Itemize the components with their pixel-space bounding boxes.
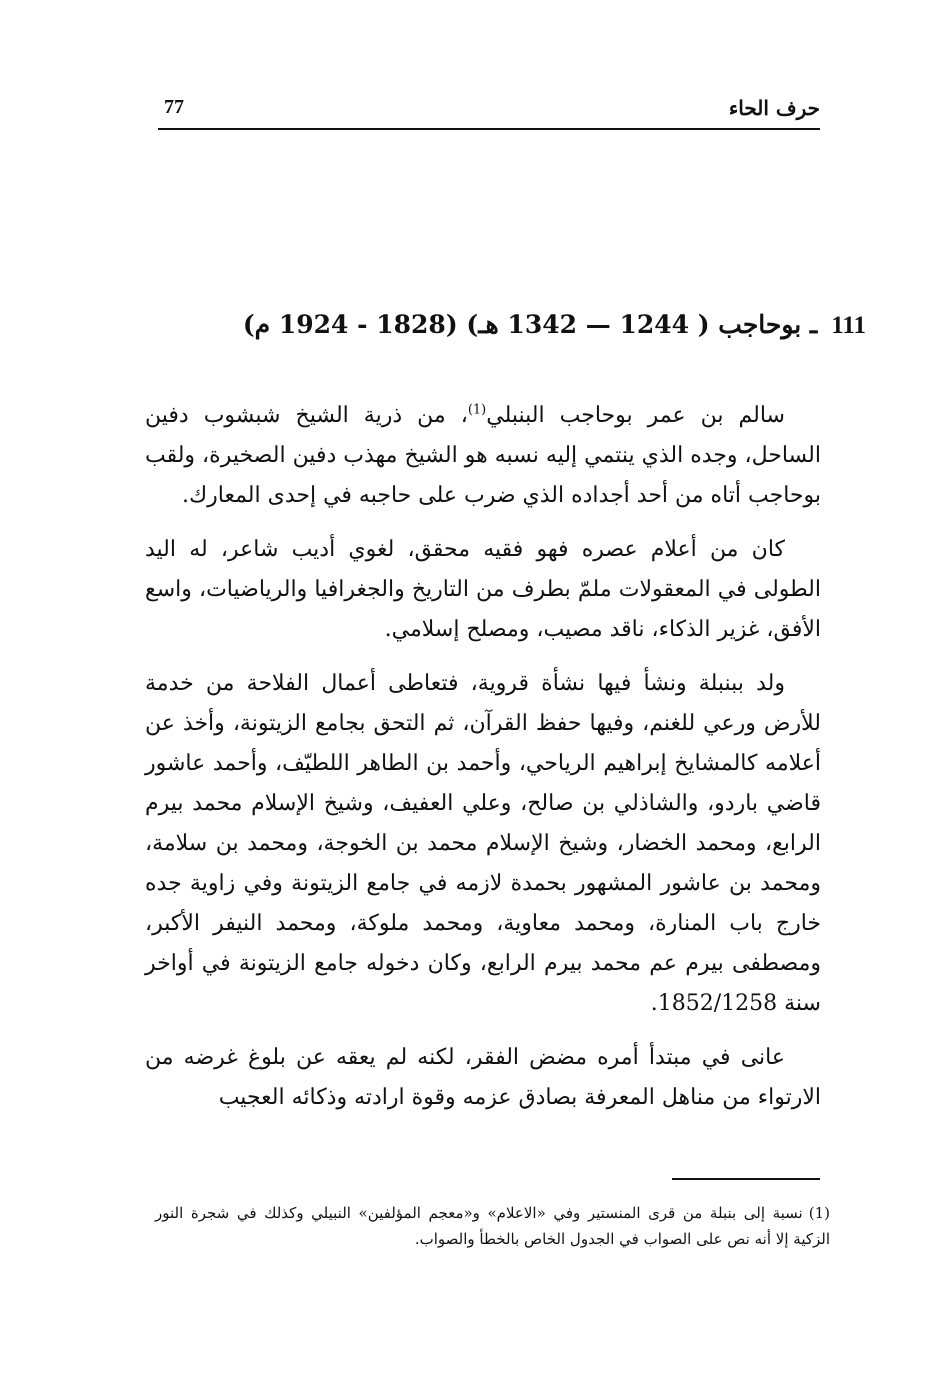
footnote-text: نسبة إلى بنبلة من قرى المنستير وفي «الاعلام» و«معجم المؤلفين» النبيلي وكذلك في شجرة النور الزكية إلا أنه نص على الصواب في الجدول الخاص بالخطأ والصواب. xyxy=(155,1204,830,1248)
entry-heading xyxy=(242,310,866,340)
paragraph-lineage xyxy=(145,396,821,516)
running-header xyxy=(158,92,820,130)
paragraph-qualities: كان من أعلام عصره فهو فقيه محقق، لغوي أديب شاعر، له اليد الطولى في المعقولات ملمّ بطرف من التاريخ والجغرافيا والرياضيات، واسع الأفق، غزير الذكاء، ناقد مصيب، ومصلح إسلامي. xyxy=(145,537,821,642)
paragraph-poverty: عانى في مبتدأ أمره مضض الفقر، لكنه لم يعقه عن بلوغ غرضه من الارتواء من مناهل المعرفة بصادق عزمه وقوة ارادته وذكائه العجيب xyxy=(145,1045,821,1110)
footnote xyxy=(155,1200,830,1252)
running-title: حرف الحاء xyxy=(728,96,820,120)
entry-number: 111 xyxy=(831,312,866,339)
footnote-divider xyxy=(672,1178,820,1180)
body-text xyxy=(145,396,821,1132)
paragraph-lineage-start: سالم بن عمر بوحاجب البنبلي xyxy=(486,403,785,428)
footnote-mark: (1) xyxy=(808,1204,830,1222)
footnote-reference[interactable]: (1) xyxy=(467,402,487,418)
entry-title: ـ بوحاجب ( 1244 — 1342 هـ) (1828 - 1924 م) xyxy=(242,310,818,339)
paragraph-lineage-rest: ، من ذرية الشيخ شبشوب دفين الساحل، وجده الذي ينتمي إليه نسبه هو الشيخ مهذب دفين الصخيرة، ولقب بوحاجب أتاه من أحد أجداده الذي ضرب على حاجبه في إحدى المعارك. xyxy=(145,403,821,508)
paragraph-education: ولد ببنبلة ونشأ فيها نشأة قروية، فتعاطى أعمال الفلاحة من خدمة للأرض ورعي للغنم، وفيها حفظ القرآن، ثم التحق بجامع الزيتونة، وأخذ عن أعلامه كالمشايخ إبراهيم الرياحي، وأحمد بن الطاهر اللطيّف، وأحمد عاشور قاضي باردو، والشاذلي بن صالح، وعلي العفيف، وشيخ الإسلام محمد بيرم الرابع، ومحمد الخضار، وشيخ الإسلام محمد بن الخوجة، ومحمد بن سلامة، ومحمد بن عاشور المشهور بحمدة لازمه في جامع الزيتونة وفي زاوية جده خارج باب المنارة، ومحمد معاوية، ومحمد ملوكة، ومحمد النيفر الأكبر، ومصطفى بيرم عم محمد بيرم الرابع، وكان دخوله جامع الزيتونة في أواخر سنة 1852/1258. xyxy=(145,671,821,1016)
page-number: 77 xyxy=(164,96,184,118)
